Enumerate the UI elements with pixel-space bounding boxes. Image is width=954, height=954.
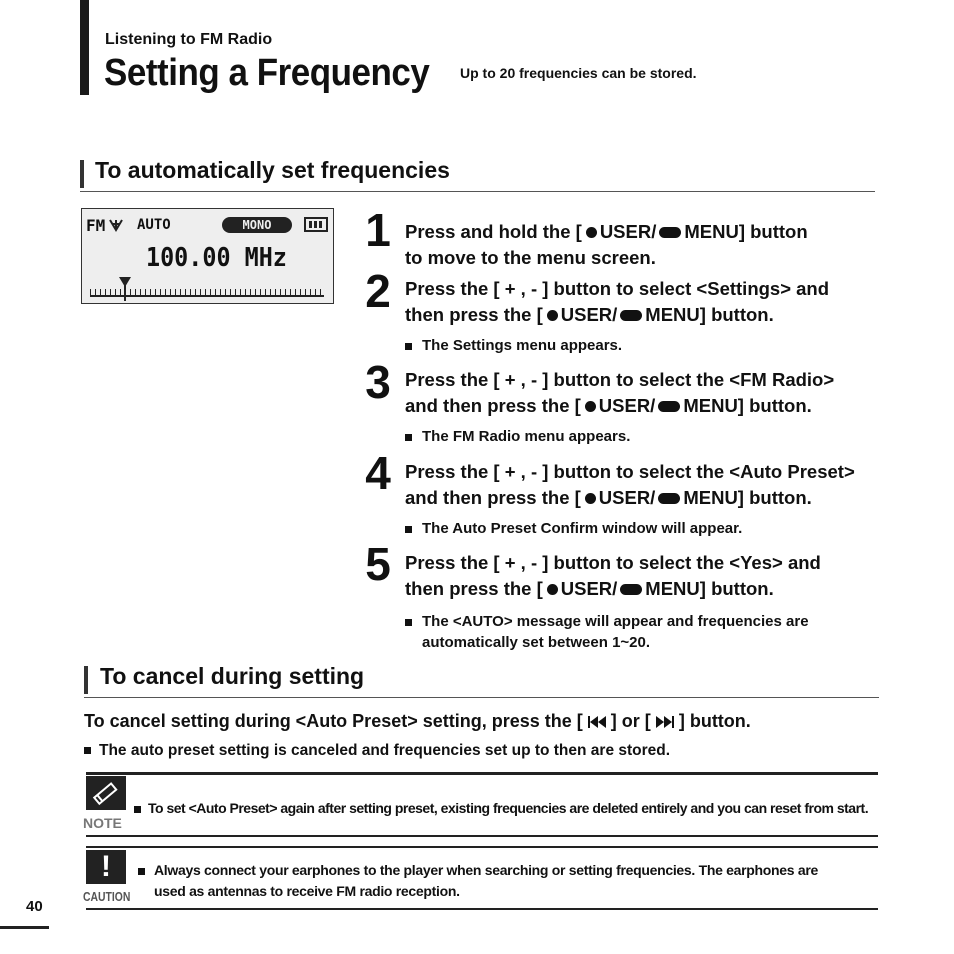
- bullet-text: The FM Radio menu appears.: [422, 428, 631, 445]
- cancel-result: [84, 742, 670, 760]
- lcd-auto-label: AUTO: [137, 217, 171, 233]
- caution-label: CAUTION: [83, 889, 131, 904]
- note-bottom-rule: [86, 835, 878, 837]
- user-dot-icon: [585, 401, 596, 412]
- step-text: USER/: [598, 487, 656, 508]
- note-pencil-icon: [86, 776, 126, 810]
- caution-top-rule: [86, 846, 878, 848]
- note-top-rule: [86, 772, 878, 775]
- section-divider: [84, 697, 879, 698]
- title-note: Up to 20 frequencies can be stored.: [460, 65, 697, 81]
- caution-body: used as antennas to receive FM radio reception.: [154, 883, 460, 899]
- step-1-text: [405, 219, 875, 271]
- step-text: USER/: [560, 304, 618, 325]
- bullet-square-icon: [405, 619, 412, 626]
- bullet-text: automatically set between 1~20.: [422, 634, 651, 651]
- caution-exclamation-icon: !: [86, 850, 126, 884]
- bullet-square-icon: [405, 526, 412, 533]
- bullet-square-icon: [134, 806, 141, 813]
- bullet-square-icon: [405, 434, 412, 441]
- menu-pill-icon: [659, 227, 681, 238]
- step-4-text: [405, 459, 875, 511]
- cancel-text: To cancel setting during <Auto Preset> setting, press the [: [84, 711, 583, 731]
- step-2-result: [405, 337, 622, 354]
- lcd-fm-label: FM: [86, 216, 106, 235]
- section-marker: [80, 160, 84, 188]
- user-dot-icon: [547, 310, 558, 321]
- note-text: [134, 800, 868, 816]
- user-dot-icon: [547, 584, 558, 595]
- step-text: USER/: [598, 395, 656, 416]
- prev-button-icon: [588, 711, 606, 731]
- step-5-text: [405, 550, 875, 602]
- step-text: Press and hold the [: [405, 221, 582, 242]
- section-title-cancel: To cancel during setting: [100, 663, 365, 689]
- step-text: MENU] button: [684, 221, 808, 242]
- bullet-text: The auto preset setting is canceled and frequencies set up to then are stored.: [99, 742, 671, 759]
- caution-bottom-rule: [86, 908, 878, 910]
- page-title: Setting a Frequency: [104, 52, 430, 94]
- signal-icon: [108, 218, 124, 232]
- lcd-mono-badge: MONO: [222, 217, 292, 233]
- tuning-needle: [124, 281, 126, 301]
- section-kicker: Listening to FM Radio: [105, 31, 273, 48]
- note-label: NOTE: [83, 815, 122, 831]
- step-text: USER/: [599, 221, 657, 242]
- step-text: Press the [ + , - ] button to select <Settings> and: [405, 278, 830, 299]
- radio-lcd-display: [81, 208, 334, 304]
- step-text: Press the [ + , - ] button to select the <Auto Preset>: [405, 461, 855, 482]
- next-button-icon: [656, 711, 674, 731]
- step-text: Press the [ + , - ] button to select the <Yes> and: [405, 552, 821, 573]
- step-text: MENU] button.: [645, 304, 774, 325]
- step-text: to move to the menu screen.: [405, 247, 656, 268]
- caution-body: Always connect your earphones to the player when searching or setting frequencies. The earphones are: [154, 862, 818, 878]
- step-text: MENU] button.: [683, 395, 812, 416]
- lcd-frequency: 100.00 MHz: [146, 243, 287, 273]
- bullet-text: The <AUTO> message will appear and frequencies are: [422, 613, 809, 630]
- step-number: 4: [365, 447, 391, 499]
- section-divider: [80, 191, 875, 192]
- page-number: 40: [26, 898, 43, 915]
- header-accent-bar: [80, 0, 89, 95]
- step-text: and then press the [: [405, 487, 581, 508]
- step-3-text: [405, 367, 875, 419]
- step-5-result: [405, 611, 809, 653]
- cancel-text: ] or [: [610, 711, 651, 731]
- step-4-result: [405, 520, 742, 537]
- step-number: 3: [365, 356, 391, 408]
- step-number: 5: [365, 538, 391, 590]
- battery-icon: [304, 217, 328, 232]
- section-title-auto: To automatically set frequencies: [95, 157, 450, 183]
- step-3-result: [405, 428, 630, 445]
- bullet-text: The Auto Preset Confirm window will appear.: [422, 520, 743, 537]
- menu-pill-icon: [620, 310, 642, 321]
- caution-text: [138, 860, 818, 902]
- step-text: then press the [: [405, 304, 543, 325]
- cancel-instruction: [84, 711, 751, 732]
- cancel-text: ] button.: [678, 711, 751, 731]
- section-marker: [84, 666, 88, 694]
- step-text: MENU] button.: [683, 487, 812, 508]
- step-text: then press the [: [405, 578, 543, 599]
- bullet-square-icon: [405, 343, 412, 350]
- user-dot-icon: [586, 227, 597, 238]
- bullet-text: The Settings menu appears.: [422, 337, 623, 354]
- bullet-square-icon: [138, 868, 145, 875]
- user-dot-icon: [585, 493, 596, 504]
- step-text: Press the [ + , - ] button to select the <FM Radio>: [405, 369, 835, 390]
- menu-pill-icon: [620, 584, 642, 595]
- step-number: 1: [365, 204, 391, 256]
- menu-pill-icon: [658, 493, 680, 504]
- bullet-square-icon: [84, 747, 91, 754]
- page-number-rule: [0, 926, 49, 929]
- step-number: 2: [365, 265, 391, 317]
- note-body: To set <Auto Preset> again after setting preset, existing frequencies are deleted entirely and you can reset from start.: [148, 800, 869, 816]
- step-text: MENU] button.: [645, 578, 774, 599]
- step-text: and then press the [: [405, 395, 581, 416]
- step-text: USER/: [560, 578, 618, 599]
- step-2-text: [405, 276, 875, 328]
- menu-pill-icon: [658, 401, 680, 412]
